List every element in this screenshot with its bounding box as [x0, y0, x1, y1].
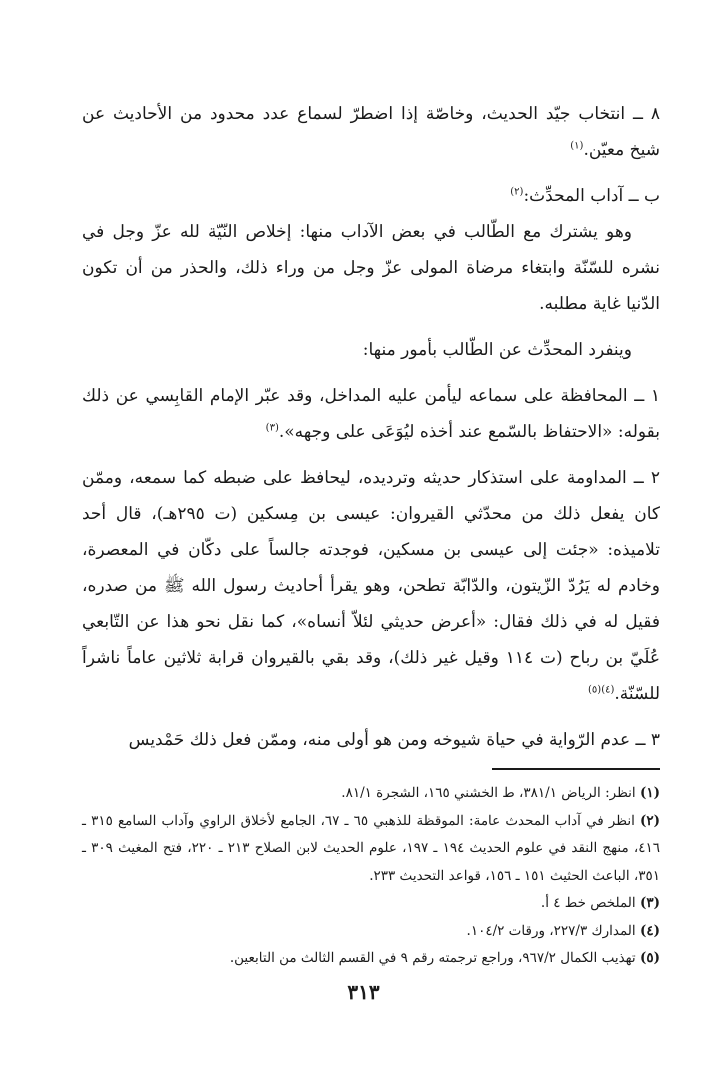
- footnotes: [82, 780, 660, 973]
- footnote-1: (١) انظر: الرياض ٣٨١/١، ط الخشني ١٦٥، الشجرة ٨١/١.: [341, 785, 660, 801]
- paragraph-unique-etiquette-intro: وينفرد المحدِّث عن الطّالب بأمور منها:: [362, 340, 632, 360]
- footnote-5: (٥) تهذيب الكمال ٩٦٧/٢، وراجع ترجمته رقم ٩ في القسم الثالث من التابعين.: [229, 950, 660, 966]
- footnote-ref-2[interactable]: (٢): [510, 186, 524, 198]
- section-heading-muhaddith-etiquette: ب ــ آداب المحدِّث:$^{(٢)}$: [510, 186, 660, 206]
- paragraph-item-2: ٢ ــ المداومة على استذكار حديثه وترديده، ليحافظ على ضبطه كما سمعه، وممّن كان يفعل ذلك من محدّثي القيروان: عيسى بن مِسكين (ت ٢٩٥هـ)، قال أحد تلاميذه: «جئت إلى عيسى بن مسكين، فوجدته جالساً على دكّان في المعصرة، وخادم له يَرُدّ الزّيتون، والدّابّة تطحن، وهو يقرأ أحاديث رسول الله ﷺ من صدره، فقيل له في ذلك فقال: «أعرض حديثي لئلاّ أنساه»، كما نقل نحو هذا عن التّابعي عُلَيّ بن رباح (ت ١١٤ وقيل غير ذلك)، وقد بقي بالقيروان قرابة ثلاثين عاماً ناشراً للسّنّة.$^{(٤)(٥)}$: [82, 468, 661, 704]
- footnote-ref-3[interactable]: (٣): [265, 422, 279, 434]
- paragraph-item-1: ١ ــ المحافظة على سماعه ليأمن عليه المداخل، وقد عبّر الإمام القابِسي عن ذلك بقوله: «الاحتفاظ بالسّمع عند أخذه ليُوَعَى على وجهه».$^{(٣)}$: [82, 386, 660, 442]
- footnote-ref-1[interactable]: (١): [570, 140, 584, 152]
- paragraph-shared-etiquette: وهو يشترك مع الطّالب في بعض الآداب منها: إخلاص النّيّة لله عزّ وجل في نشره للسّنّة وابتغاء مرضاة المولى عزّ وجل من وراء ذلك، والحذر من أن تكون الدّنيا غاية مطلبه.: [82, 222, 660, 314]
- paragraph-item-3: ٣ ــ عدم الرّواية في حياة شيوخه ومن هو أولى منه، وممّن فعل ذلك حَمْديس: [128, 730, 660, 750]
- paragraph-item-8: ٨ ــ انتخاب جيّد الحديث، وخاصّة إذا اضطرّ لسماع عدد محدود من الأحاديث عن شيخ معيّن.$^{(١)}$: [82, 104, 660, 160]
- footnote-4: (٤) المدارك ٢٢٧/٣، ورقات ١٠٤/٢.: [466, 922, 660, 939]
- footnote-ref-4[interactable]: (٤): [601, 684, 615, 696]
- footnote-2: (٢) انظر في آداب المحدث عامة: الموقظة للذهبي ٦٥ ـ ٦٧، الجامع لأخلاق الراوي وآداب السامع ٣١٥ ـ ٤١٦، منهج النقد في علوم الحديث ١٩٤ ـ ١٩٧، علوم الحديث لابن الصلاح ٢١٣ ـ ٢٢٠، فتح المغيث ٣٠٩ ـ ٣٥١، الباعث الحثيث ١٥١ ـ ١٥٦، قواعد التحديث ٢٣٣.: [82, 812, 660, 884]
- footnote-separator: [492, 768, 660, 770]
- page-body: [82, 96, 660, 973]
- footnote-ref-5[interactable]: (٥): [588, 684, 602, 696]
- footnote-3: (٣) الملخص خط ٤ أ.: [540, 895, 660, 911]
- page-number: ٣١٣: [347, 980, 380, 1004]
- main-text: [82, 96, 660, 758]
